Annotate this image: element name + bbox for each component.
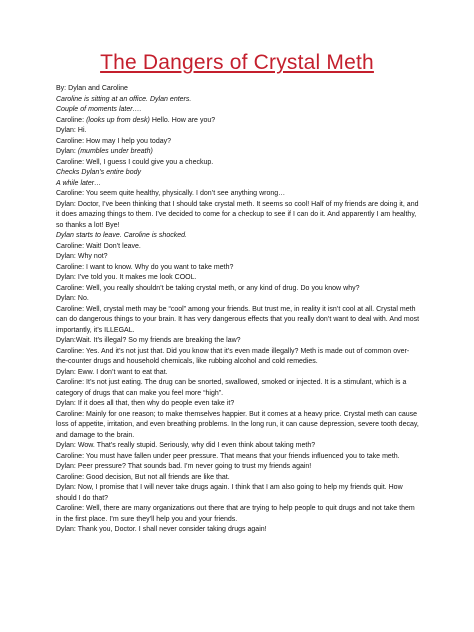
dialogue-line: Caroline: Good decision, But not all friends are like that. xyxy=(56,473,230,481)
dialogue-line: Dylan: Peer pressure? That sounds bad. I’m never going to trust my friends again! xyxy=(56,463,312,470)
dialogue-line: By: Dylan and Caroline xyxy=(56,85,128,92)
dialogue-line: Caroline: You seem quite healthy, physically. I don’t see anything wrong… xyxy=(56,190,286,197)
dialogue-line: Caroline: I want to know. Why do you want to take meth? xyxy=(56,263,234,271)
dialogue-line: Dylan: If it does all that, then why do people even take it? xyxy=(56,400,235,407)
inline-stage-direction: (looks up from desk) xyxy=(86,116,150,124)
dialogue-line: Caroline: Wait! Don’t leave. xyxy=(56,242,141,250)
dialogue-text: Hello. How are you? xyxy=(149,116,216,124)
dialogue-line: Caroline: Well, there are many organizations out there that are trying to help people to quit drugs and not take them in the first place. I’m sure they’ll help you and your friends. xyxy=(56,505,415,523)
dialogue-line: Dylan: I’ve told you. It makes me look COOL. xyxy=(56,274,197,281)
dialogue-line: Caroline: It’s not just eating. The drug can be snorted, swallowed, smoked or injected. It is a stimulant, which is a category of drugs that can make you feel more “high”. xyxy=(56,379,407,397)
dialogue-line: Dylan: Wow. That’s really stupid. Seriously, why did I even think about taking meth? xyxy=(56,442,316,449)
dialogue-line: Caroline: Well, I guess I could give you a checkup. xyxy=(56,158,214,166)
stage-direction: A while later… xyxy=(56,179,102,187)
dialogue-line: Caroline: Mainly for one reason; to make themselves happier. But it comes at a heavy price. Crystal meth can cause loss of appetite, irritation, and even breathing problems. In the long run, it can cause depression, severe tooth decay, and damage to the brain. xyxy=(56,410,419,439)
dialogue-line: Dylan: Why not? xyxy=(56,253,108,260)
stage-direction: Dylan starts to leave. Caroline is shocked. xyxy=(56,232,187,239)
dialogue-line: Dylan: Eww. I don’t want to eat that. xyxy=(56,368,168,376)
dialogue-line: Caroline: Well, you really shouldn’t be taking crystal meth, or any kind of drug. Do you know why? xyxy=(56,284,360,292)
dialogue-line: Dylan: No. xyxy=(56,295,89,302)
document-title: The Dangers of Crystal Meth xyxy=(100,51,374,74)
speaker-prefix: Caroline: xyxy=(56,116,87,124)
speaker-prefix: Dylan: xyxy=(56,148,78,155)
inline-stage-direction: (mumbles under breath) xyxy=(77,148,153,155)
dialogue-line: Dylan: Doctor, I’ve been thinking that I should take crystal meth. It seems so cool! Half of my friends are doing it, and it does amazing things to them. I’ve decided to come for a checkup to see if I can do it. And apparently I am healthy, so thanks a lot! Bye! xyxy=(56,200,419,229)
dialogue-line: Dylan:Wait. It’s illegal? So my friends are breaking the law? xyxy=(56,337,241,344)
dialogue-line xyxy=(56,147,420,158)
script-body xyxy=(56,84,420,536)
stage-direction: Caroline is sitting at an office. Dylan enters. xyxy=(56,95,192,103)
dialogue-line xyxy=(56,116,420,127)
dialogue-line: Caroline: Yes. And it’s not just that. Did you know that it’s even made illegally? Meth is made out of common over-the-counter drugs and household chemicals, like rubbing alcohol and cold remedies. xyxy=(56,347,410,365)
dialogue-line: Caroline: How may I help you today? xyxy=(56,137,171,145)
stage-direction: Couple of moments later…. xyxy=(56,106,142,113)
dialogue-line: Caroline: Well, crystal meth may be “cool” among your friends. But trust me, in reality it isn’t cool at all. Crystal meth can do dangerous things to your brain. It has very dangerous effects that you really don’t want to deal with. And most importantly, it’s ILLEGAL. xyxy=(56,305,420,334)
dialogue-line: Dylan: Hi. xyxy=(56,127,87,134)
dialogue-line: Caroline: You must have fallen under peer pressure. That means that your friends influenced you to take meth. xyxy=(56,452,400,460)
dialogue-line: Dylan: Now, I promise that I will never take drugs again. I think that I am also going to help my friends quit. How should I do that? xyxy=(56,484,403,502)
stage-direction: Checks Dylan’s entire body xyxy=(56,169,141,176)
dialogue-line: Dylan: Thank you, Doctor. I shall never consider taking drugs again! xyxy=(56,526,267,533)
